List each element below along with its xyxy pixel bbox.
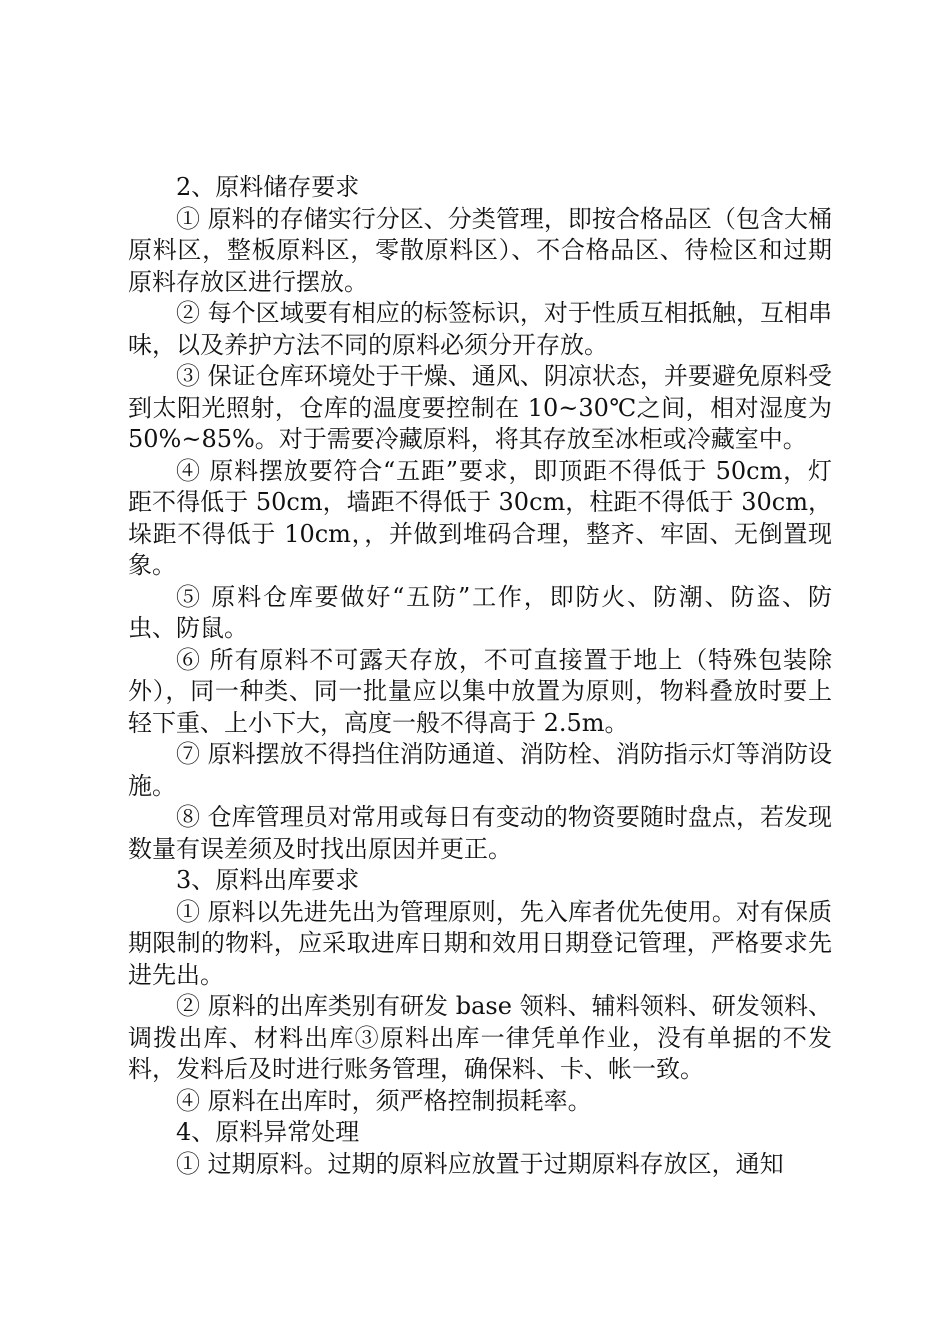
storage-item-2: ② 每个区域要有相应的标签标识，对于性质互相抵触，互相串味，以及养护方法不同的原料必须分开存放。 bbox=[128, 299, 832, 359]
storage-item-8: ⑧ 仓库管理员对常用或每日有变动的物资要随时盘点，若发现数量有误差须及时找出原因并更正。 bbox=[128, 803, 832, 863]
section-heading-storage: 2、原料储存要求 bbox=[176, 173, 360, 201]
storage-item-7: ⑦ 原料摆放不得挡住消防通道、消防栓、消防指示灯等消防设施。 bbox=[128, 740, 832, 800]
storage-item-4: ④ 原料摆放要符合“五距”要求，即顶距不得低于 50cm，灯距不得低于 50cm，墙距不得低于 30cm，柱距不得低于 30cm，垛距不得低于 10cm，，并做到堆码合理，整齐、牢固、无倒置现象。 bbox=[128, 456, 832, 579]
outbound-item-4: ④ 原料在出库时，须严格控制损耗率。 bbox=[176, 1086, 592, 1115]
storage-item-6: ⑥ 所有原料不可露天存放，不可直接置于地上（特殊包装除外），同一种类、同一批量应以集中放置为原则，物料叠放时要上轻下重、上小下大，高度一般不得高于 2.5m。 bbox=[128, 645, 832, 737]
document-body bbox=[128, 172, 832, 1180]
section-heading-exception: 4、原料异常处理 bbox=[176, 1118, 360, 1146]
storage-item-3: ③ 保证仓库环境处于干燥、通风、阴凉状态，并要避免原料受到太阳光照射，仓库的温度要控制在 10~30℃之间，相对湿度为 50%~85%。对于需要冷藏原料，将其存放至冰柜或冷藏室中。 bbox=[128, 362, 832, 453]
outbound-item-2: ② 原料的出库类别有研发 base 领料、辅料领料、研发领料、调拨出库、材料出库③原料出库一律凭单作业，没有单据的不发料，发料后及时进行账务管理，确保料、卡、帐一致。 bbox=[128, 992, 832, 1083]
outbound-item-1: ① 原料以先进先出为管理原则，先入库者优先使用。对有保质期限制的物料，应采取进库日期和效用日期登记管理，严格要求先进先出。 bbox=[128, 897, 832, 989]
exception-item-1: ① 过期原料。过期的原料应放置于过期原料存放区，通知 bbox=[176, 1149, 784, 1178]
storage-item-1: ① 原料的存储实行分区、分类管理，即按合格品区（包含大桶原料区，整板原料区，零散原料区）、不合格品区、待检区和过期原料存放区进行摆放。 bbox=[128, 204, 832, 296]
storage-item-5: ⑤ 原料仓库要做好“五防”工作，即防火、防潮、防盗、防虫、防鼠。 bbox=[128, 582, 832, 642]
section-heading-outbound: 3、原料出库要求 bbox=[176, 866, 360, 894]
